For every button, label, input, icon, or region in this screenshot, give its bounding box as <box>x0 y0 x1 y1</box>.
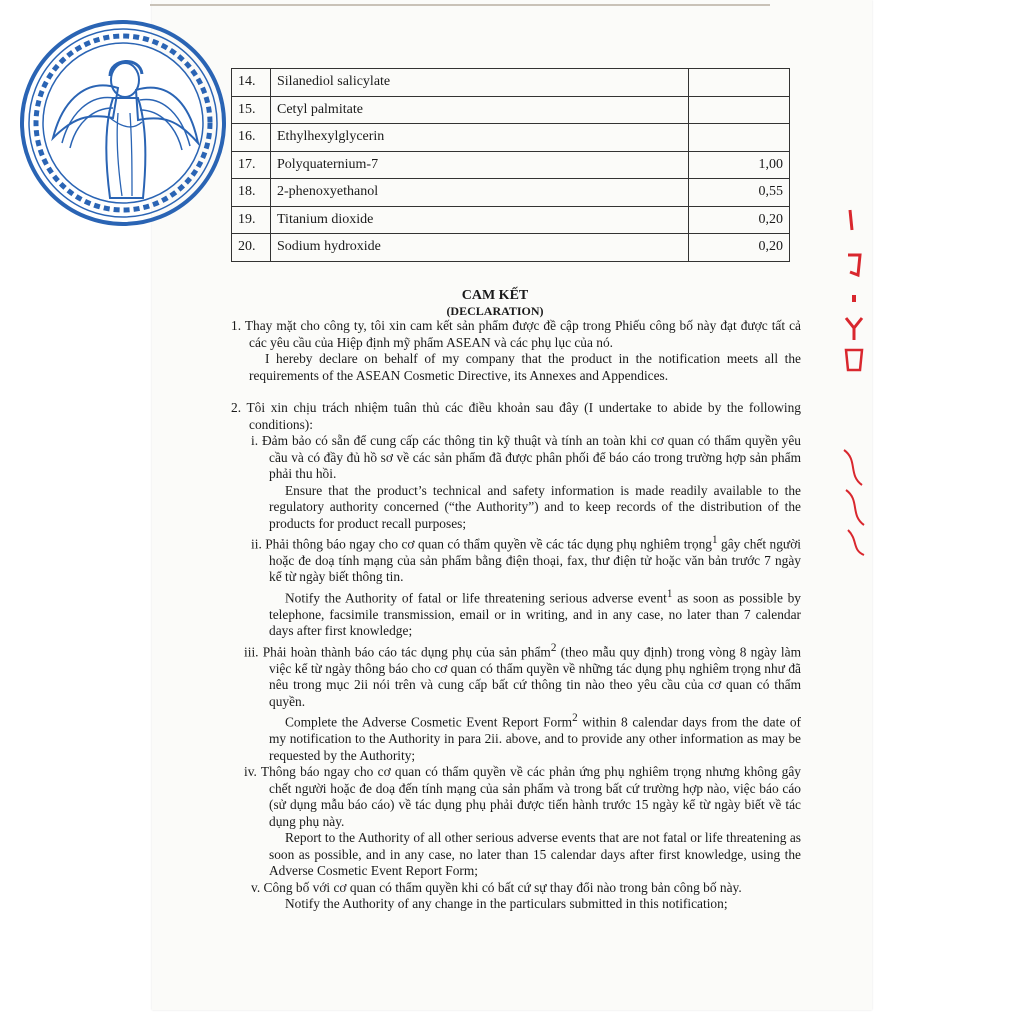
footnote-ref: 1 <box>711 534 718 546</box>
clause-2iii-vi-part-a: iii. Phải hoàn thành báo cáo tác dụng phụ của sản phẩm <box>244 644 551 660</box>
ingredient-name: Silanediol salicylate <box>271 69 689 97</box>
clause-2iii-en-part-a: Complete the Adverse Cosmetic Event Report Form <box>285 714 573 730</box>
red-stamp-fragment <box>838 200 872 390</box>
ingredient-percentage <box>689 96 790 124</box>
row-number: 14. <box>232 69 271 97</box>
footnote-ref: 2 <box>550 641 557 654</box>
declaration-title-en: (DECLARATION) <box>446 304 544 318</box>
clause-2ii-vi-part-a: ii. Phải thông báo ngay cho cơ quan có thẩm quyền về các tác dụng phụ nghiêm trọng <box>251 536 712 552</box>
table-row <box>232 96 790 124</box>
clause-1-vi: 1. Thay mặt cho công ty, tôi xin cam kết sản phẩm được đề cập trong Phiếu công bố này đạt được tất cả các yêu cầu của Hiệp định mỹ phẩm ASEAN và các phụ lục của nó. <box>231 318 801 350</box>
clause-2ii-vi-part-b: gây chết người hoặc đe doạ tính mạng của sản phẩm bằng điện thoại, fax, thư điện tử hoặc văn bản trước 7 ngày kể từ ngày biết thông tin. <box>269 536 801 585</box>
footnote-ref: 1 <box>666 587 673 600</box>
table-row <box>232 151 790 179</box>
ingredient-percentage <box>689 69 790 97</box>
row-number: 15. <box>232 96 271 124</box>
table-row <box>232 234 790 262</box>
declaration-title-vi: CAM KẾT <box>461 288 529 303</box>
clause-2iv-en: Report to the Authority of all other serious adverse events that are not fatal or life threatening as soon as possible, and in any case, no later than 15 calendar days after first knowledge, using the Adverse Cosmetic Event Report Form; <box>269 830 801 879</box>
ingredients-table <box>231 68 790 262</box>
clause-1-en: I hereby declare on behalf of my company that the product in the notification meets all the requirements of the ASEAN Cosmetic Directive, its Annexes and Appendices. <box>249 351 801 383</box>
footnote-ref: 2 <box>572 712 578 725</box>
ingredient-name: Titanium dioxide <box>271 206 689 234</box>
top-rule <box>150 4 770 6</box>
row-number: 16. <box>232 124 271 152</box>
table-row <box>232 124 790 152</box>
clause-2ii-en-part-b: as soon as possible by telephone, facsimile transmission, email or in writing, and in any case, no later than 7 calendar days after first knowledge; <box>269 590 801 639</box>
table-row <box>232 206 790 234</box>
clause-2v-en: Notify the Authority of any change in the particulars submitted in this notification; <box>285 896 728 912</box>
clause-2ii-en-part-a: Notify the Authority of fatal or life threatening serious adverse event <box>285 590 667 606</box>
clause-2i-en: Ensure that the product’s technical and safety information is made readily available to the regulatory authority concerned (“the Authority”) and to keep records of the distribution of the products for product recall purposes; <box>269 482 801 531</box>
declaration-body <box>231 318 801 913</box>
table-row <box>232 179 790 207</box>
table-row <box>232 69 790 97</box>
clause-2iii-en <box>231 710 801 764</box>
ingredient-percentage: 0,20 <box>689 234 790 262</box>
ingredient-percentage <box>689 124 790 152</box>
clause-2iv-vi: iv. Thông báo ngay cho cơ quan có thẩm quyền về các phản ứng phụ nghiêm trọng nhưng không gây chết người hoặc đe doạ đến tính mạng của sản phẩm và trong bất cứ trường hợp nào, việc báo cáo (sử dụng mẫu báo cáo) về tác dụng phụ phải được tiến hành trước 15 ngày kể từ ngày biết về tác dụng phụ này. <box>244 764 801 829</box>
clause-2i-vi: i. Đảm bảo có sẵn để cung cấp các thông tin kỹ thuật và tính an toàn khi cơ quan có thẩm quyền yêu cầu và có đầy đủ hồ sơ về các sản phẩm đã được phân phối để báo cáo trong trường hợp sản phẩm phải thu hồi. <box>251 433 801 481</box>
red-signature-fragment <box>838 440 872 560</box>
row-number: 19. <box>232 206 271 234</box>
clause-2iii-vi-part-b: (theo mẫu quy định) trong vòng 8 ngày làm việc kể từ ngày thông báo cho cơ quan có thẩm quyền về những tác dụng phụ nghiêm trọng như đã nêu trong mục 2ii nói trên và cung cấp bất cứ thông tin nào theo yêu cầu của cơ quan có thẩm quyền. <box>269 644 801 709</box>
ingredient-percentage: 0,55 <box>689 179 790 207</box>
row-number: 18. <box>232 179 271 207</box>
ingredient-name: Polyquaternium-7 <box>271 151 689 179</box>
clause-2iii-en-part-b: within 8 calendar days from the date of my notification to the Authority in para 2ii. above, and to provide any other information as may be requested by the Authority; <box>269 714 801 763</box>
clause-2ii-en <box>231 586 801 640</box>
ingredient-percentage: 0,20 <box>689 206 790 234</box>
clause-2v-vi: v. Công bố với cơ quan có thẩm quyền khi có bất cứ sự thay đổi nào trong bản công bố này. <box>251 879 742 895</box>
row-number: 17. <box>232 151 271 179</box>
clause-2ii-vi <box>231 532 801 586</box>
angel-logo-icon <box>18 18 228 228</box>
ingredient-name: 2-phenoxyethanol <box>271 179 689 207</box>
clause-2iii-vi <box>231 640 801 710</box>
ingredient-name: Sodium hydroxide <box>271 234 689 262</box>
clause-2-intro: 2. Tôi xin chịu trách nhiệm tuân thủ các điều khoản sau đây (I undertake to abide by the following conditions): <box>231 400 801 432</box>
ingredient-name: Ethylhexylglycerin <box>271 124 689 152</box>
ingredient-percentage: 1,00 <box>689 151 790 179</box>
row-number: 20. <box>232 234 271 262</box>
ingredient-name: Cetyl palmitate <box>271 96 689 124</box>
